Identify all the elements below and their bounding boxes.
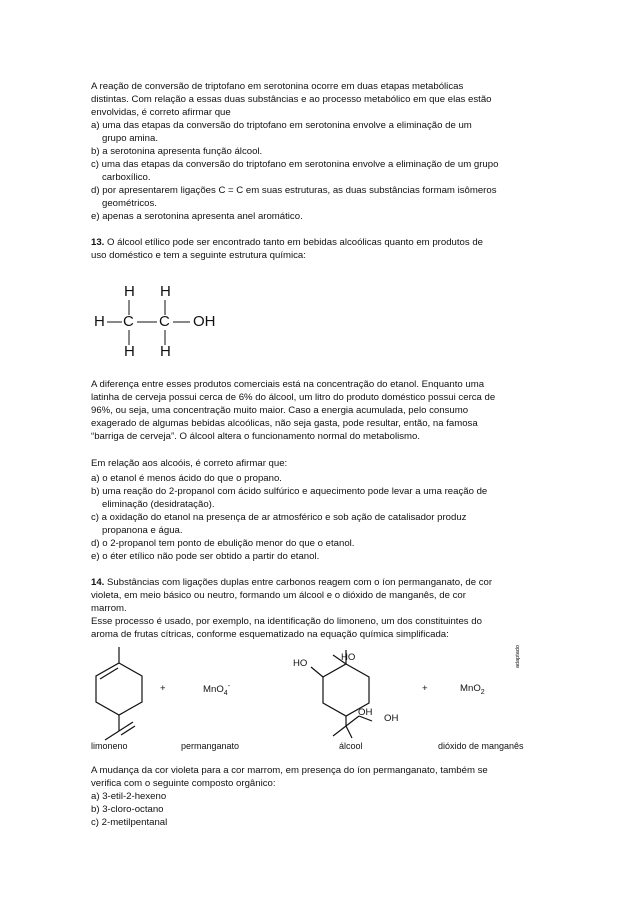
limonene-ch2-bond-1: [119, 722, 133, 731]
atom-h-left: H: [94, 313, 105, 330]
q12-option-d: d) por apresentarem ligações C = C em suas estruturas, as duas substâncias formam isômeros: [91, 185, 497, 196]
q12-option-a-cont: grupo amina.: [102, 133, 158, 144]
q14-option-c: c) 2-metilpentanal: [91, 817, 168, 828]
permanganate-subscript: 4: [223, 690, 228, 698]
q13-text2-line-5: “barriga de cerveja”. O álcool altera o funcionamento normal do metabolismo.: [91, 431, 421, 442]
alcohol-ho-top: HO: [341, 652, 356, 663]
q12-option-c-cont: carboxílico.: [102, 172, 151, 183]
alcohol-oh-1: OH: [358, 707, 373, 718]
q12-option-b: b) a serotonina apresenta função álcool.: [91, 146, 263, 157]
permanganate-formula: [203, 683, 230, 697]
q13-number: 13.: [91, 237, 105, 248]
q13-stem-line-2: uso doméstico e tem a seguinte estrutura química:: [91, 250, 306, 261]
q13-text2-line-3: 96%, ou seja, uma concentração muito maior. Caso a energia acumulada, pelo consumo: [91, 405, 469, 416]
q14-number: 14.: [91, 577, 105, 588]
limonene-ch2-bond-2: [121, 726, 135, 735]
label-alcool: álcool: [339, 741, 363, 751]
atom-c-1: C: [123, 313, 134, 330]
side-note-adaptado: adaptado: [515, 645, 521, 668]
label-dioxido-de-manganes: dióxido de manganês: [438, 741, 524, 751]
mno2-subscript: 2: [480, 688, 485, 696]
q12-option-d-cont: geométricos.: [102, 198, 157, 209]
manganese-dioxide-formula: [460, 683, 485, 696]
q12-option-a: a) uma das etapas da conversão do triptofano em serotonina envolve a eliminação de um: [91, 120, 472, 131]
limonene-ring-double-bond: [100, 668, 118, 679]
label-permanganato: permanganato: [181, 741, 240, 751]
q14-stem-line-2: violeta, em meio básico ou neutro, formando um álcool e o dióxido de manganês, de cor: [91, 590, 466, 601]
atom-oh: OH: [193, 313, 216, 330]
q13-text2-line-2: latinha de cerveja possui cerca de 6% do álcool, um litro do produto doméstico possui cerca de: [91, 392, 496, 403]
q12-option-c: c) uma das etapas da conversão do triptofano em serotonina envolve a eliminação de um grupo: [91, 159, 499, 170]
plus-sign-1: +: [160, 683, 166, 694]
limonene-ring: [96, 663, 142, 715]
q14-option-a: a) 3-etil-2-hexeno: [91, 791, 167, 802]
q13-option-b-cont: eliminação (desidratação).: [102, 499, 215, 510]
q13-option-d: d) o 2-propanol tem ponto de ebulição menor do que o etanol.: [91, 538, 355, 549]
q13-option-c: c) a oxidação do etanol na presença de ar atmosférico e sob ação de catalisador produz: [91, 512, 467, 523]
q13-option-e: e) o éter etílico não pode ser obtido a partir do etanol.: [91, 551, 320, 562]
atom-h-top-1: H: [124, 283, 135, 300]
alcohol-ho-left: HO: [293, 658, 308, 669]
atom-h-bottom-1: H: [124, 343, 135, 360]
q13-text2-line-4: exagerado de algumas bebidas alcoólicas, não seja gasta, pode resultar, então, na famosa: [91, 418, 478, 429]
q12-option-e: e) apenas a serotonina apresenta anel aromático.: [91, 211, 303, 222]
permanganate-charge: -: [227, 683, 231, 690]
q13-option-c-cont: propanona e água.: [102, 525, 183, 536]
q13-option-a: a) o etanol é menos ácido do que o propano.: [91, 473, 282, 484]
q13-option-b: b) uma reação do 2-propanol com ácido sulfúrico e aquecimento pode levar a uma reação de: [91, 486, 488, 497]
q13-text2-line-1: A diferença entre esses produtos comerciais está na concentração do etanol. Enquanto uma: [91, 379, 485, 390]
limonene-methyl-side: [105, 731, 119, 740]
q14-question-line-1: A mudança da cor violeta para a cor marrom, em presença do íon permanganato, também se: [91, 765, 488, 776]
alcohol-side-oh-bond: [346, 726, 352, 738]
q14-question-line-2: verifica com o seguinte composto orgânico:: [91, 778, 276, 789]
q14-option-b: b) 3-cloro-octano: [91, 804, 164, 815]
alcohol-oh-bond-2: [311, 667, 323, 677]
q13-question: Em relação aos alcoóis, é correto afirmar que:: [91, 458, 288, 469]
q12-stem-line-1: A reação de conversão de triptofano em serotonina ocorre em duas etapas metabólicas: [91, 81, 464, 92]
plus-sign-2: +: [422, 683, 428, 694]
atom-c-2: C: [159, 313, 170, 330]
label-limoneno: limoneno: [91, 741, 128, 751]
atom-h-top-2: H: [160, 283, 171, 300]
alcohol-oh-2: OH: [384, 713, 399, 724]
q13-stem-text: O álcool etílico pode ser encontrado tanto em bebidas alcoólicas quanto em produtos de: [104, 237, 484, 248]
atom-h-bottom-2: H: [160, 343, 171, 360]
q14-stem-line-4: Esse processo é usado, por exemplo, na identificação do limoneno, um dos constituintes do: [91, 616, 482, 627]
q12-stem-line-2: distintas. Com relação a essas duas substâncias e ao processo metabólico em que elas estão: [91, 94, 492, 105]
q12-stem-line-3: envolvidas, é correto afirmar que: [91, 107, 231, 118]
alcohol-side-methyl: [333, 726, 346, 736]
q14-stem-text: Substâncias com ligações duplas entre carbonos reagem com o íon permanganato, de cor: [104, 577, 493, 588]
mno2-mno: MnO: [460, 683, 481, 694]
q14-stem-line-5: aroma de frutas cítricas, conforme esquematizado na equação química simplificada:: [91, 629, 449, 640]
q14-stem-line-3: marrom.: [91, 603, 127, 614]
permanganate-mno: MnO: [203, 684, 224, 696]
